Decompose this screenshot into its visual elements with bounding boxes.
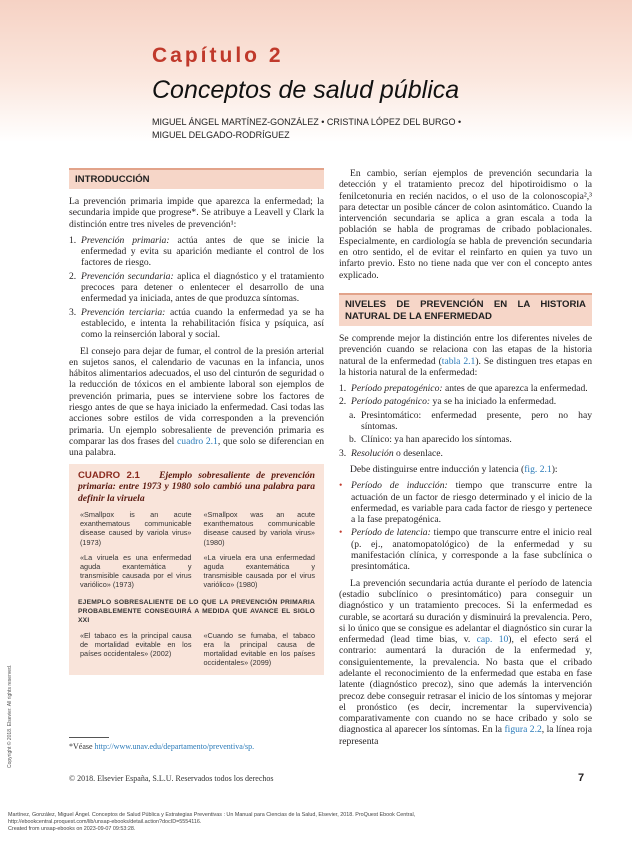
quotes-grid-top <box>78 510 315 590</box>
list-item <box>339 410 592 433</box>
side-copyright: Copyright © 2018. Elsevier. All rights reserved. <box>7 664 13 768</box>
citation-url[interactable]: http://ebookcentral.proquest.com/lib/unsap-ebooks/detail.action?docID=5554116. <box>8 819 202 825</box>
list-item <box>69 271 324 305</box>
list-number: 2. <box>339 396 347 408</box>
list-item <box>69 307 324 341</box>
section-heading-niveles: NIVELES DE PREVENCIÓN EN LA HISTORIA NATURAL DE LA ENFERMEDAD <box>339 293 592 326</box>
bullet-icon: • <box>339 527 343 539</box>
list-term: Prevención secundaria: <box>81 270 174 282</box>
cuadro-2-1-box <box>69 464 324 676</box>
footnote <box>69 742 254 751</box>
tabla-2-1-link[interactable]: tabla 2.1 <box>441 355 476 367</box>
natural-history-paragraph <box>339 333 592 378</box>
paragraph-text: ), el efecto será el contrario: aumentará la duración de la enfermedad y, consiguientemente, la prevalencia. No basta que el cribado adelante el reconocimiento de la enfermedad que estaba en fase latente (diagnóstico precoz), sino que además la intervención precoz debe conseguir retrasar el inicio de los síntomas y mejorar el pronóstico (es decir, incrementar la supervivencia) comparativamente con cuando no se hace cribado y solo se diagnostica al aparecer los síntomas. En la <box>339 634 592 736</box>
paragraph-text: La prevención secundaria actúa durante el período de latencia (estadio subclínico o presintomático) para conseguir un diagnóstico y un tratamiento precoces. Si la enfermedad es curable, se acortará su duración y disminuirá la prevalencia. Pero, si lo único que se consigue es adelantar el diagnóstico sin curar la enfermedad (lead time bias, v. <box>339 577 592 646</box>
prevention-levels-list <box>69 235 324 341</box>
chapter-title: Conceptos de salud pública <box>152 76 460 104</box>
chapter-number: Capítulo 2 <box>152 44 284 67</box>
list-item <box>339 396 592 407</box>
quote: «La viruela era una enfermedad aguda exantemática y transmisible causada por el virus variólico» (1980) <box>203 552 315 590</box>
page-number: 7 <box>578 772 585 784</box>
list-term: Período patogénico: <box>351 396 431 408</box>
box-title-text: Ejemplo sobresaliente de prevención primaria: entre 1973 y 1980 solo cambió una palabra para definir la viruela <box>78 469 316 504</box>
list-number: 3. <box>339 447 347 459</box>
list-term: Prevención primaria: <box>81 234 170 246</box>
list-text: o desenlace. <box>393 447 443 459</box>
quote: «El tabaco es la principal causa de mortalidad evitable en los países occidentales» (2002) <box>80 630 192 659</box>
cuadro-2-1-link[interactable]: cuadro 2.1 <box>177 435 218 447</box>
right-column <box>339 168 592 752</box>
quote: «Cuando se fumaba, el tabaco era la principal causa de mortalidad evitable en los países occidentales» (2099) <box>203 630 315 668</box>
authors-line-1: MIGUEL ÁNGEL MARTÍNEZ-GONZÁLEZ • CRISTINA LÓPEZ DEL BURGO • <box>152 117 462 127</box>
box-subheading: EJEMPLO SOBRESALIENTE DE LO QUE LA PREVENCIÓN PRIMARIA PROBABLEMENTE CONSEGUIRÁ A MEDIDA QUE AVANCE EL SIGLO XXI <box>78 598 315 624</box>
list-item <box>339 480 592 525</box>
quote: «Smallpox was an acute exanthematous communicable disease caused by variola virus» (1980) <box>203 510 315 547</box>
list-term: Resolución <box>351 447 394 459</box>
periods-bullet-list <box>339 480 592 572</box>
paragraph-text: , la línea roja representa <box>339 724 592 747</box>
quote: «Smallpox is an acute exanthematous communicable disease caused by variola virus» (1973) <box>80 510 192 547</box>
list-letter: b. <box>349 434 357 446</box>
box-title <box>78 470 315 505</box>
footnote-link[interactable]: http://www.unav.edu/departamento/preventiva/sp. <box>94 742 255 751</box>
figura-2-2-link[interactable]: figura 2.2 <box>504 724 542 736</box>
list-text: actúa cuando la enfermedad ya se ha establecido, e intenta la rehabilitación física y psíquica, así como la reinserción laboral y social. <box>81 306 325 341</box>
list-letter: a. <box>349 409 356 421</box>
intro-paragraph: La prevención primaria impide que aparezca la enfermedad; la secundaria impide que progrese*. Se atribuye a Leavell y Clark la distinción entre tres niveles de prevención¹: <box>69 196 324 230</box>
list-text: actúa antes de que se inicie la enfermedad y evita su aparición mediante el control de los factores de riesgo. <box>81 234 324 269</box>
copyright-notice: © 2018. Elsevier España, S.L.U. Reservados todos los derechos <box>69 774 274 783</box>
paragraph-text: El consejo para dejar de fumar, el control de la presión arterial en sujetos sanos, el calendario de vacunas en la infancia, unos hábitos alimentarios adecuados, el uso del cinturón de seguridad o la reducción de tóxicos en el ambiente laboral son ejemplos de prevención primaria, pues se interviene sobre los factores de riesgo antes de que se haya iniciado la enfermedad. Casi todas las acciones sobre estilos de vida corresponden a la prevención primaria. Un ejemplo sobresaliente de prevención primaria es comparar las dos frases del <box>69 345 324 447</box>
paragraph-text: ): <box>551 463 558 475</box>
paragraph-text: , que solo se diferencian en una palabra. <box>69 435 324 459</box>
list-text: tiempo que transcurre entre el inicio real (p. ej., anatomopatológico) de la enfermedad y su manifestación clínica, y corresponde a la fase subclínica o presintomática. <box>351 527 593 573</box>
paragraph-text: ). Se distinguen tres etapas en la historia natural de la enfermedad: <box>339 355 592 378</box>
list-item <box>339 434 592 445</box>
list-item <box>339 383 592 394</box>
citation-footer <box>8 812 628 833</box>
quotes-grid-bottom <box>78 631 315 668</box>
list-number: 2. <box>69 270 77 282</box>
latency-paragraph <box>339 578 592 747</box>
secondary-prevention-paragraph: En cambio, serían ejemplos de prevención secundaria la detección y el tratamiento precoz del hipotiroidismo o la fenilcetonuria en recién nacidos, o el uso de la colonoscopia²,³ para detectar un posible cáncer de colon asintomático. Cuando la intervención secundaria se aplica a gran escala a toda la población se habla de programas de cribado poblacionales. Especialmente, en cardiología se habla de prevención secundaria en otro sentido, el de evitar el reinfarto en quien ya tuvo un infarto previo. Esto no tiene nada que ver con el concepto antes explicado. <box>339 168 592 281</box>
left-column <box>69 168 324 675</box>
list-item <box>69 235 324 269</box>
stages-list-end <box>339 448 592 459</box>
list-term: Prevención terciaria: <box>81 306 166 318</box>
list-item <box>339 527 592 572</box>
paragraph-text: Se comprende mejor la distinción entre los diferentes niveles de prevención cuando se relaciona con las etapas de la historia natural de la enfermedad ( <box>339 332 592 367</box>
footnote-rule <box>69 737 109 738</box>
substages-list <box>339 410 592 446</box>
stages-list <box>339 383 592 408</box>
list-text: tiempo que transcurre entre la actuación de un factor de riesgo determinado y el inicio de la enfermedad, es variable para cada factor de riesgo y pertenece a la fase prepatogénica. <box>351 480 592 526</box>
quote: «La viruela es una enfermedad aguda exantemática y transmisible causada por el virus variólico» (1973) <box>80 552 192 590</box>
box-number: CUADRO 2.1 <box>78 469 140 481</box>
induction-latency-paragraph <box>339 464 592 475</box>
cap-10-link[interactable]: cap. 10 <box>476 634 509 646</box>
list-item <box>339 448 592 459</box>
citation-line: Martínez, González, Miguel Ángel. Conceptos de Salud Pública y Estrategias Preventivas : Un Manual para Ciencias de la Salud, Elsevier, 2018. ProQuest Ebook Central, <box>8 812 416 818</box>
list-term: Período de latencia: <box>351 527 431 539</box>
list-number: 1. <box>69 234 77 246</box>
list-term: Período de inducción: <box>351 480 448 492</box>
authors-line-2: MIGUEL DELGADO-RODRÍGUEZ <box>152 130 290 140</box>
section-heading-introduccion: INTRODUCCIÓN <box>69 168 324 189</box>
footnote-text: *Véase <box>69 742 95 751</box>
chapter-authors <box>152 116 572 142</box>
list-text: aplica el diagnóstico y el tratamiento precoces para detener o enlentecer el desarrollo de una enfermedad ya iniciada, antes de que produzca síntomas. <box>81 270 324 305</box>
paragraph-text: Debe distinguirse entre inducción y latencia ( <box>350 463 525 475</box>
list-text: ya se ha iniciado la enfermedad. <box>430 396 557 408</box>
citation-line: Created from unsap-ebooks on 2023-09-07 09:53:28. <box>8 826 136 832</box>
list-number: 1. <box>339 383 347 395</box>
fig-2-1-link[interactable]: fig. 2.1 <box>524 463 552 475</box>
list-number: 3. <box>69 306 77 318</box>
list-text: Presintomático: enfermedad presente, pero no hay síntomas. <box>361 409 592 433</box>
primary-prevention-examples <box>69 346 324 459</box>
list-text: Clínico: ya han aparecido los síntomas. <box>361 434 512 446</box>
list-text: antes de que aparezca la enfermedad. <box>442 383 588 395</box>
bullet-icon: • <box>339 480 343 492</box>
list-term: Período prepatogénico: <box>351 383 443 395</box>
